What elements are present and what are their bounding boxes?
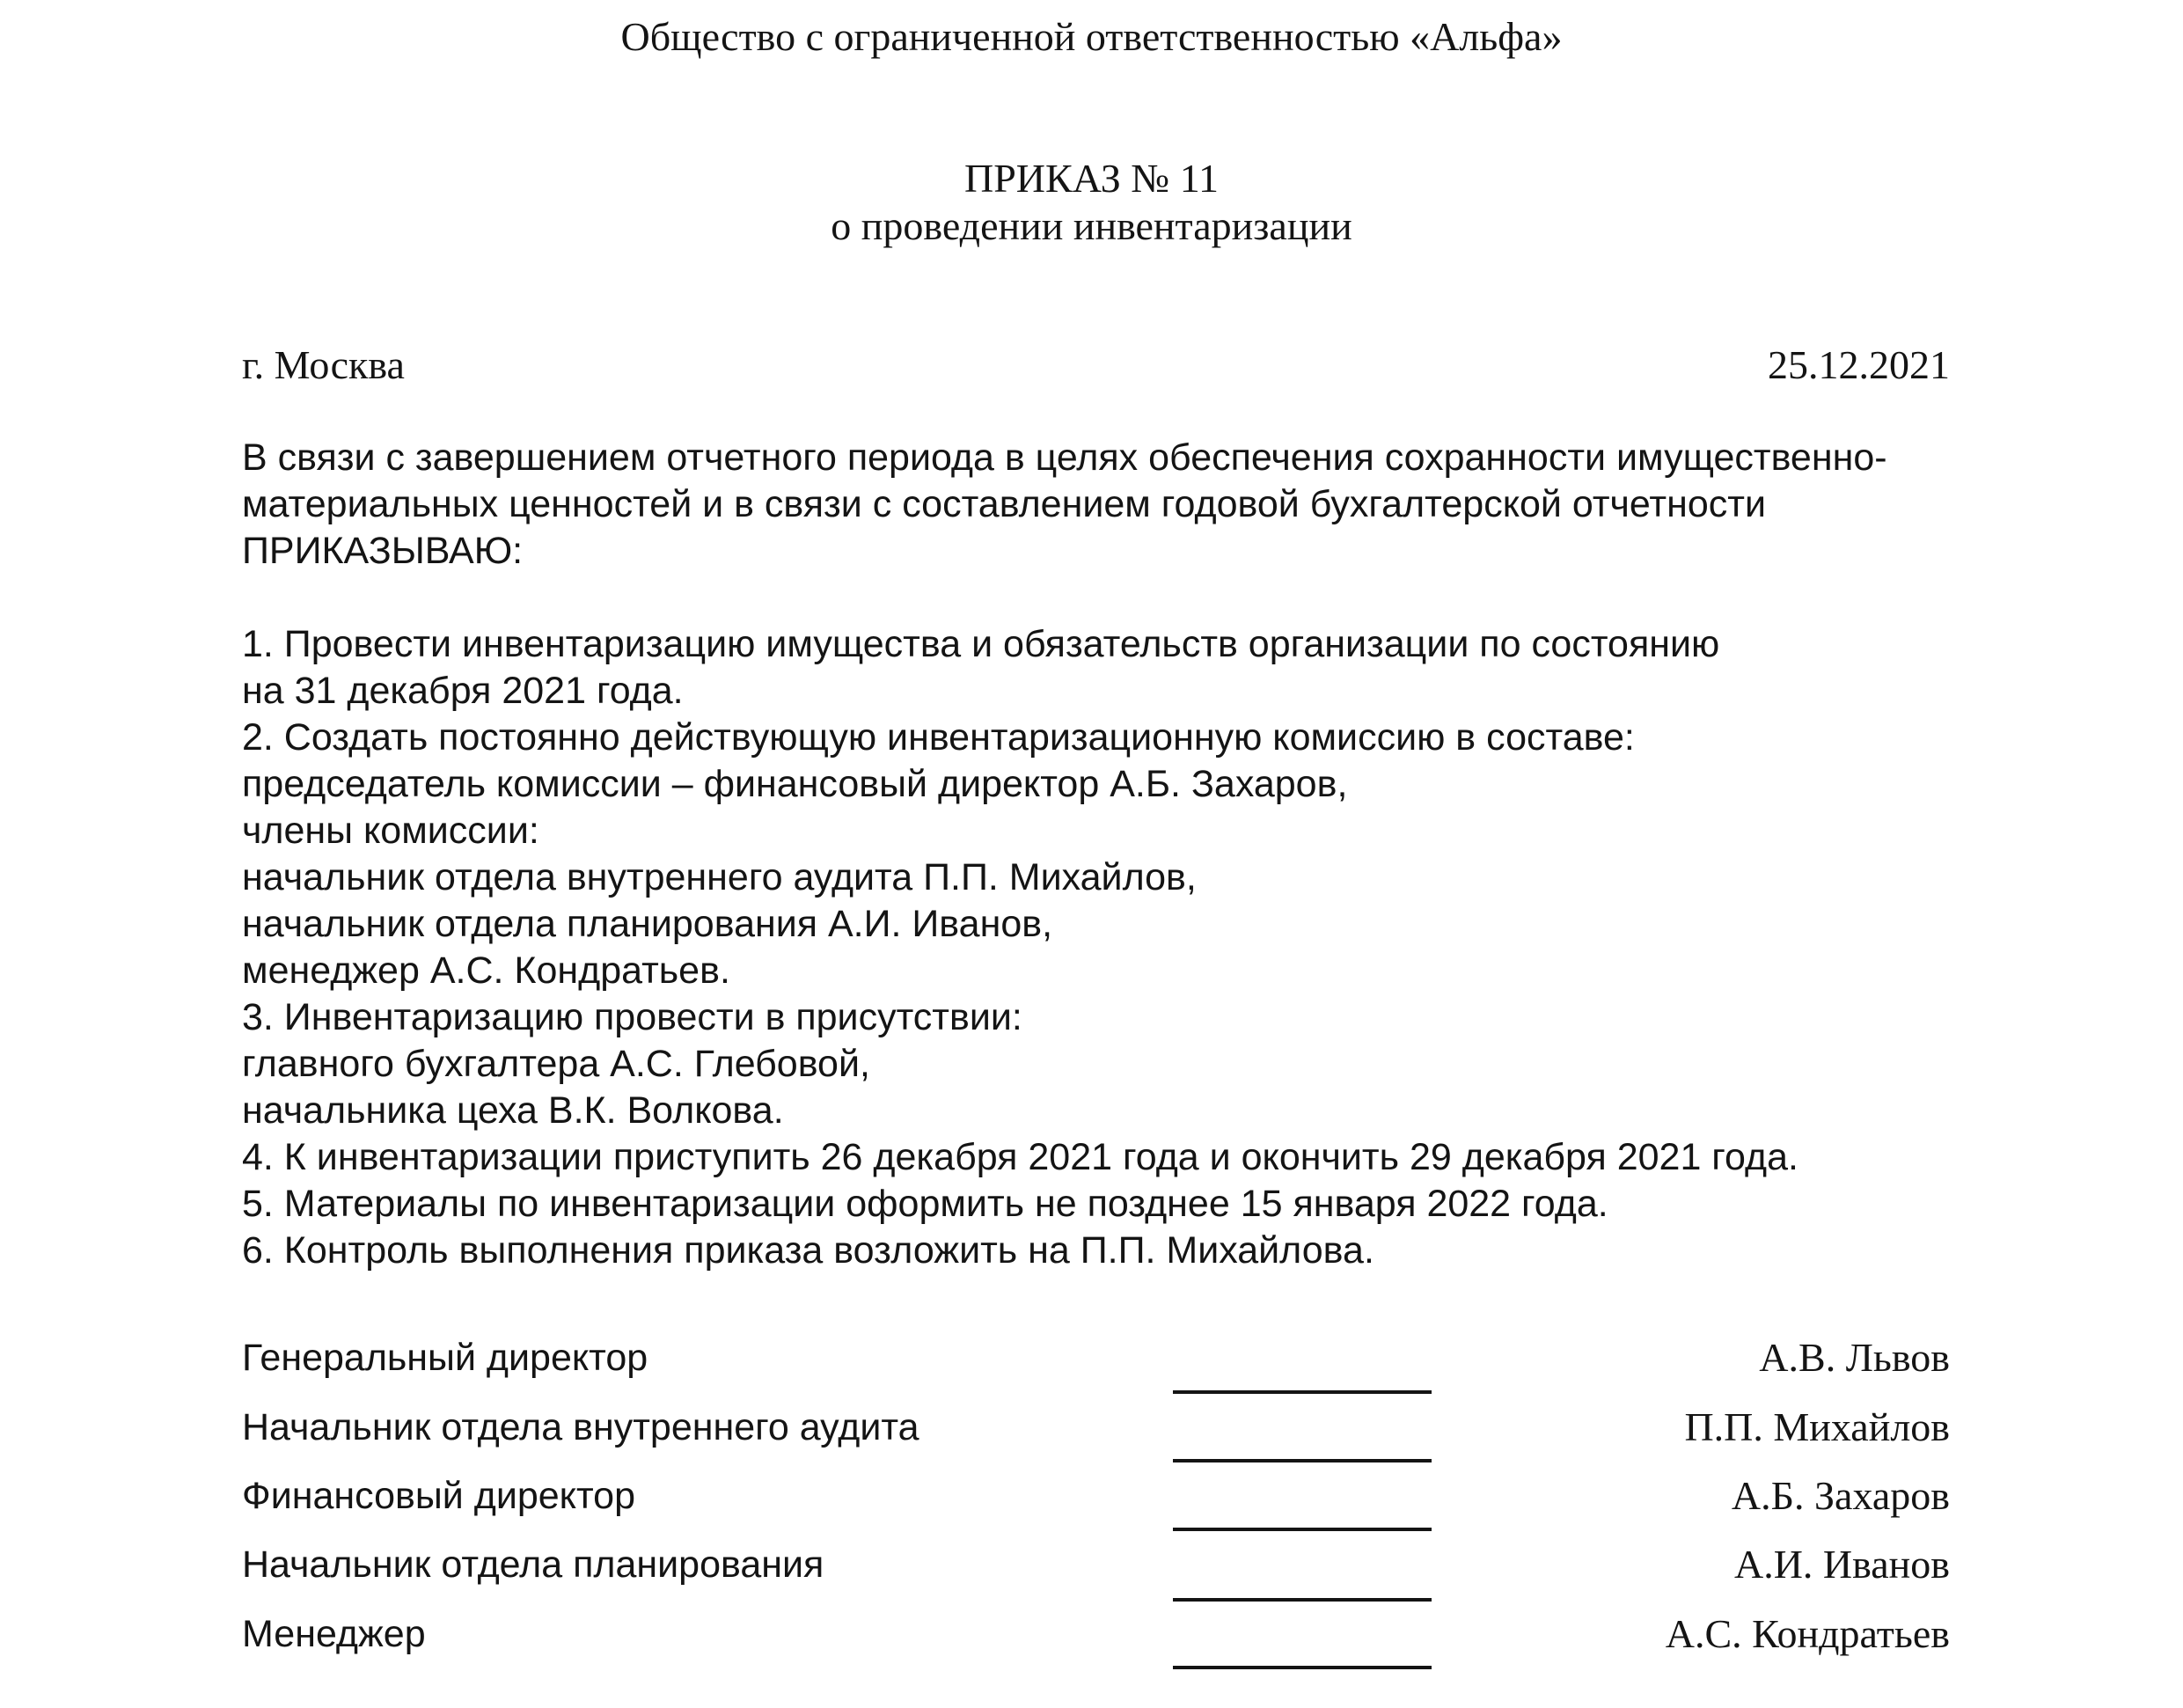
signature-position: Начальник отдела внутреннего аудита xyxy=(242,1406,919,1448)
order-line: менеджер А.С. Кондратьев. xyxy=(242,949,730,992)
signature-name: А.С. Кондратьев xyxy=(1665,1611,1950,1656)
preamble-line: В связи с завершением отчетного периода в целях обеспечения сохранности имущественно- xyxy=(242,436,1887,479)
signature-line xyxy=(1173,1598,1432,1602)
order-line: на 31 декабря 2021 года. xyxy=(242,670,684,712)
signature-name: А.Б. Захаров xyxy=(1731,1473,1950,1518)
order-date: 25.12.2021 xyxy=(1768,342,1950,387)
signature-name: П.П. Михайлов xyxy=(1684,1404,1950,1449)
order-line: 1. Провести инвентаризацию имущества и обязательств организации по состоянию xyxy=(242,623,1720,665)
order-line: 6. Контроль выполнения приказа возложить на П.П. Михайлова. xyxy=(242,1229,1374,1272)
signature-line xyxy=(1173,1666,1432,1669)
order-items xyxy=(242,621,1967,1274)
signature-line xyxy=(1173,1390,1432,1394)
order-line: 3. Инвентаризацию провести в присутствии: xyxy=(242,996,1022,1038)
city: г. Москва xyxy=(242,342,405,387)
signature-position: Начальник отдела планирования xyxy=(242,1543,824,1586)
order-line: начальник отдела планирования А.И. Иванов, xyxy=(242,903,1053,945)
order-subtitle: о проведении инвентаризации xyxy=(831,203,1352,248)
order-line: председатель комиссии – финансовый директор А.Б. Захаров, xyxy=(242,763,1348,805)
signature-position: Финансовый директор xyxy=(242,1475,636,1517)
signature-line xyxy=(1173,1528,1432,1531)
order-line: начальника цеха В.К. Волкова. xyxy=(242,1089,784,1132)
preamble-line: ПРИКАЗЫВАЮ: xyxy=(242,530,524,572)
signature-line xyxy=(1173,1459,1432,1462)
order-line: 5. Материалы по инвентаризации оформить не позднее 15 января 2022 года. xyxy=(242,1183,1608,1225)
order-line: начальник отдела внутреннего аудита П.П. Михайлов, xyxy=(242,856,1197,898)
order-line: главного бухгалтера А.С. Глебовой, xyxy=(242,1043,870,1085)
order-line: члены комиссии: xyxy=(242,810,539,852)
signature-position: Менеджер xyxy=(242,1613,426,1655)
signature-position: Генеральный директор xyxy=(242,1337,648,1379)
order-line: 4. К инвентаризации приступить 26 декабря 2021 года и окончить 29 декабря 2021 года. xyxy=(242,1136,1798,1178)
preamble-line: материальных ценностей и в связи с составлением годовой бухгалтерской отчетности xyxy=(242,483,1766,525)
organization-name: Общество с ограниченной ответственностью «Альфа» xyxy=(620,14,1563,59)
order-line: 2. Создать постоянно действующую инвентаризационную комиссию в составе: xyxy=(242,716,1635,759)
signature-name: А.И. Иванов xyxy=(1733,1542,1950,1587)
signature-name: А.В. Львов xyxy=(1759,1335,1950,1380)
preamble xyxy=(242,435,1967,575)
order-title: ПРИКАЗ № 11 xyxy=(963,156,1219,201)
